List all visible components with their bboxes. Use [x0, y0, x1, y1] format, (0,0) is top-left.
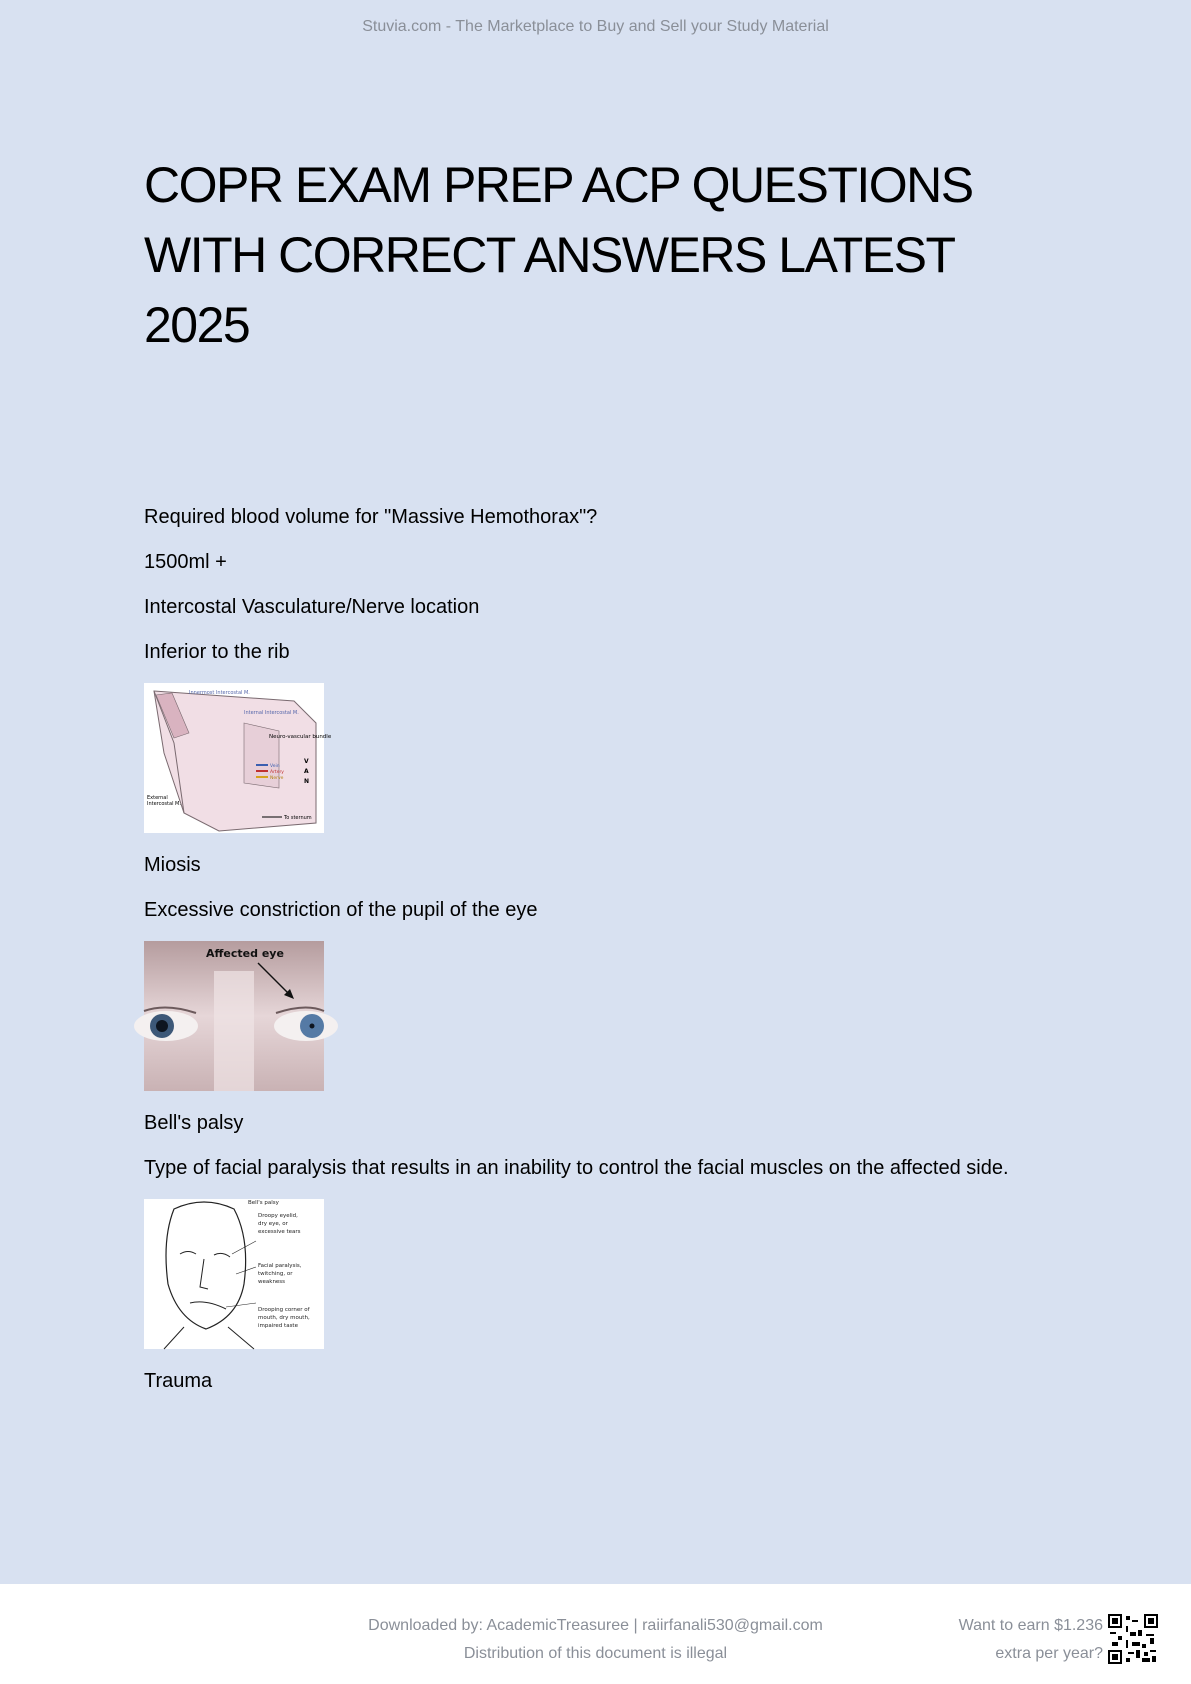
question-1: Required blood volume for "Massive Hemothorax"? — [144, 506, 598, 528]
question-2: Intercostal Vasculature/Nerve location — [144, 596, 480, 618]
figure3-label: twitching, or — [258, 1271, 293, 1277]
figure1-label: Nerve — [270, 776, 284, 781]
question-5: Trauma — [144, 1370, 213, 1392]
downloaded-by-text: Downloaded by: AcademicTreasuree | raiirfanali530@gmail.com — [368, 1617, 823, 1634]
earn-promo-line2[interactable]: extra per year? — [995, 1645, 1103, 1662]
miosis-eye-photo — [144, 941, 324, 1091]
distribution-notice: Distribution of this document is illegal — [463, 1645, 728, 1662]
answer-1: 1500ml + — [144, 551, 227, 573]
figure3-label: weakness — [258, 1279, 286, 1285]
answer-4: Type of facial paralysis that results in an inability to control the facial muscles on the affected side. — [144, 1157, 1009, 1179]
qr-code-icon[interactable] — [1108, 1614, 1158, 1664]
answer-3: Excessive constriction of the pupil of the eye — [144, 899, 538, 921]
figure1-label: Internal Intercostal M. — [244, 710, 299, 716]
figure1-label: Artery — [270, 770, 284, 775]
figure1-label: Neuro-vascular bundle — [269, 734, 332, 740]
figure1-label: A — [304, 768, 309, 775]
figure1-label: External — [147, 795, 168, 801]
figure3-label: impaired taste — [258, 1323, 298, 1329]
figure1-label: To sternum — [284, 815, 312, 821]
document-body — [144, 505, 1084, 1414]
figure1-label: V — [304, 758, 309, 765]
figure3-label: excessive tears — [258, 1229, 301, 1235]
site-header: Stuvia.com - The Marketplace to Buy and Sell your Study Material — [362, 18, 829, 35]
figure3-label: Droopy eyelid, — [258, 1213, 298, 1219]
figure1-label: Intercostal M. — [147, 801, 181, 807]
bells-palsy-figure — [144, 1199, 324, 1349]
figure3-label: Drooping corner of — [258, 1307, 310, 1313]
figure3-label: dry eye, or — [258, 1221, 288, 1227]
intercostal-anatomy-figure — [144, 683, 332, 833]
answer-2: Inferior to the rib — [144, 641, 290, 663]
earn-promo-line1[interactable]: Want to earn $1.236 — [958, 1617, 1103, 1634]
figure3-label: mouth, dry mouth, — [258, 1315, 310, 1321]
figure1-label: Vein — [270, 764, 280, 769]
figure1-label: Innermost Intercostal M. — [189, 690, 250, 696]
question-4: Bell's palsy — [144, 1112, 244, 1134]
document-title: COPR EXAM PREP ACP QUESTIONS WITH CORRECT ANSWERS LATEST 2025 — [144, 157, 973, 353]
figure3-label: Facial paralysis, — [258, 1263, 302, 1269]
question-3: Miosis — [144, 854, 201, 876]
figure2-label: Affected eye — [206, 947, 284, 960]
figure1-label: N — [304, 778, 310, 785]
figure3-label: Bell's palsy — [248, 1200, 279, 1206]
